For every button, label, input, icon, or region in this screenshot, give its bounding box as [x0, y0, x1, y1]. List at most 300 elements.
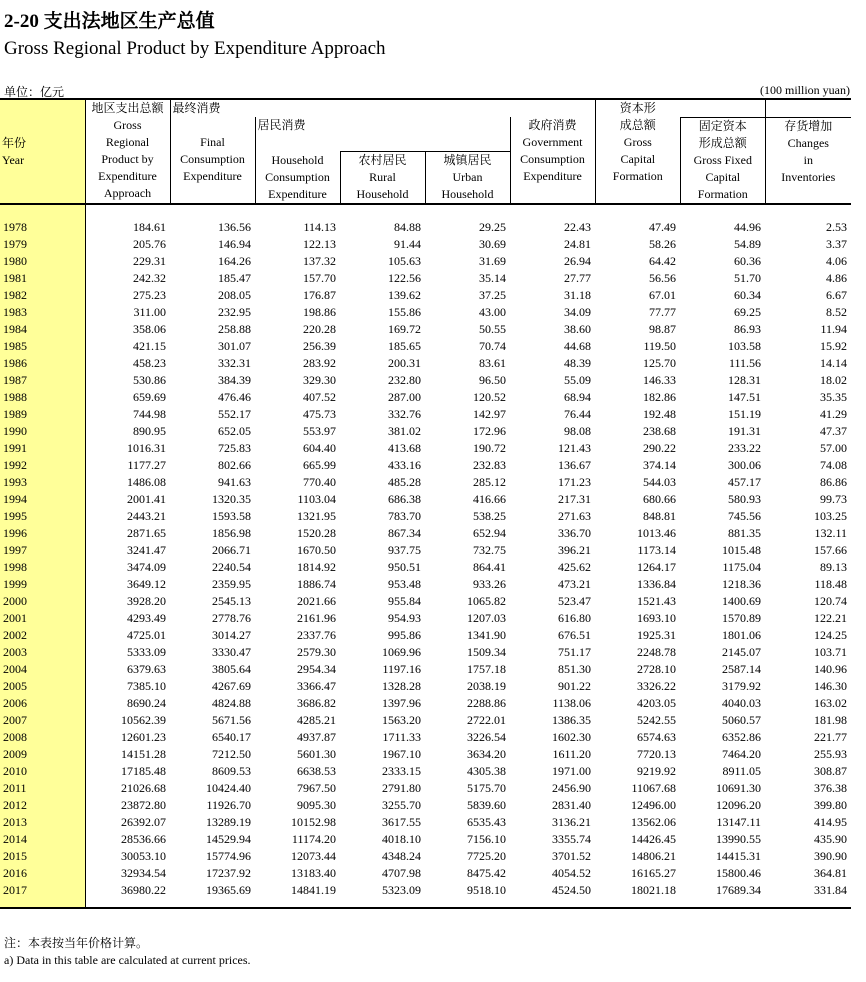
value-cell: 890.95 [133, 424, 166, 438]
value-cell: 31.18 [564, 288, 592, 302]
value-cell: 3686.82 [297, 696, 336, 710]
value-cell: 11174.20 [291, 832, 336, 846]
final-group-cn: 最终消费 [172, 101, 221, 115]
unit-label-cn: 单位：亿元 [4, 85, 65, 99]
value-cell: 122.13 [303, 237, 336, 251]
value-cell: 4725.01 [127, 628, 166, 642]
table-title-en: Gross Regional Product by Expenditure Approach [4, 38, 386, 59]
value-cell: 1065.82 [467, 594, 506, 608]
value-cell: 3014.27 [212, 628, 251, 642]
value-cell: 1570.89 [722, 611, 762, 625]
value-cell: 68.94 [564, 390, 592, 404]
value-cell: 4267.69 [212, 679, 251, 693]
value-cell: 485.28 [388, 475, 421, 489]
value-cell: 27.77 [564, 271, 592, 285]
value-cell: 2240.54 [212, 560, 251, 574]
value-cell: 407.52 [303, 390, 336, 404]
value-cell: 256.39 [303, 339, 336, 353]
value-cell: 155.86 [388, 305, 421, 319]
value-cell: 17689.34 [716, 883, 762, 897]
value-cell [255, 204, 340, 219]
value-cell: 308.87 [814, 764, 848, 778]
table-row [0, 253, 851, 270]
value-cell: 287.00 [388, 390, 421, 404]
value-cell: 1486.08 [127, 475, 166, 489]
urban-header-cn: 城镇居民 [443, 153, 492, 167]
value-cell: 60.36 [734, 254, 762, 268]
gcf-header-en-line: Gross [623, 135, 652, 149]
table-row [0, 797, 851, 814]
value-cell: 14529.94 [206, 832, 251, 846]
value-cell: 381.02 [388, 424, 421, 438]
value-cell: 24.81 [564, 237, 592, 251]
table-row [0, 321, 851, 338]
value-cell: 1563.20 [382, 713, 421, 727]
value-cell: 16165.27 [631, 866, 677, 880]
value-cell: 851.30 [558, 662, 592, 676]
inventories-header-en-line: in [803, 153, 813, 167]
value-cell: 329.30 [303, 373, 336, 387]
grp-header-en-line: Regional [105, 135, 150, 149]
year-cell: 2008 [0, 729, 85, 746]
value-cell: 198.86 [303, 305, 336, 319]
footnote-en: a) Data in this table are calculated at current prices. [4, 953, 251, 967]
gfcf-header-cn-line: 形成总额 [698, 136, 747, 150]
value-cell: 103.25 [814, 509, 848, 523]
value-cell: 4305.38 [467, 764, 506, 778]
value-cell: 14.14 [820, 356, 848, 370]
value-cell: 184.61 [133, 220, 166, 234]
year-cell: 2011 [0, 780, 85, 797]
table-row [0, 372, 851, 389]
value-cell: 9518.10 [467, 883, 506, 897]
value-cell: 686.38 [388, 492, 421, 506]
year-cell: 2014 [0, 831, 85, 848]
table-title-cn: 2-20 支出法地区生产总值 [4, 11, 215, 32]
value-cell: 425.62 [558, 560, 592, 574]
value-cell: 69.25 [734, 305, 762, 319]
value-cell [510, 204, 595, 219]
value-cell: 70.74 [479, 339, 506, 353]
urban-header-en-line: Household [441, 187, 494, 201]
value-cell: 26.94 [564, 254, 592, 268]
gdp-expenditure-table [0, 98, 851, 909]
value-cell: 6574.63 [637, 730, 677, 744]
value-cell [425, 204, 510, 219]
value-cell: 5242.55 [637, 713, 677, 727]
table-row [0, 610, 851, 627]
value-cell: 35.14 [479, 271, 506, 285]
value-cell: 18021.18 [631, 883, 677, 897]
value-cell: 41.29 [820, 407, 848, 421]
value-cell: 67.01 [649, 288, 677, 302]
value-cell: 5060.57 [722, 713, 762, 727]
value-cell: 74.08 [820, 458, 848, 472]
value-cell: 413.68 [388, 441, 421, 455]
value-cell: 17185.48 [121, 764, 166, 778]
value-cell: 725.83 [218, 441, 251, 455]
value-cell: 1971.00 [552, 764, 592, 778]
table-row [0, 882, 851, 899]
table-row [0, 661, 851, 678]
table-row [0, 780, 851, 797]
value-cell: 4040.03 [722, 696, 762, 710]
value-cell: 181.98 [814, 713, 848, 727]
year-cell: 2007 [0, 712, 85, 729]
year-cell [0, 899, 85, 908]
year-cell: 2017 [0, 882, 85, 899]
value-cell: 1013.46 [637, 526, 677, 540]
value-cell: 10691.30 [716, 781, 762, 795]
value-cell: 8.52 [826, 305, 848, 319]
value-cell: 5323.09 [382, 883, 421, 897]
grp-header-cn: 地区支出总额 [91, 101, 164, 115]
value-cell: 3366.47 [297, 679, 336, 693]
table-row [0, 848, 851, 865]
value-cell: 15774.96 [206, 849, 251, 863]
rural-household-header [340, 152, 425, 205]
value-cell: 6379.63 [127, 662, 166, 676]
value-cell: 28536.66 [121, 832, 166, 846]
value-cell: 3805.64 [212, 662, 251, 676]
final-header-en-line: Expenditure [183, 169, 242, 183]
value-cell: 32934.54 [121, 866, 166, 880]
table-row [0, 593, 851, 610]
value-cell: 995.86 [388, 628, 421, 642]
value-cell: 7720.13 [637, 747, 677, 761]
final-consumption-header [170, 117, 255, 204]
value-cell: 2579.30 [297, 645, 336, 659]
value-cell: 3226.54 [467, 730, 506, 744]
value-cell: 26392.07 [121, 815, 166, 829]
rural-header-en-line: Household [356, 187, 409, 201]
value-cell: 2545.13 [212, 594, 251, 608]
value-cell: 1207.03 [467, 611, 506, 625]
value-cell: 120.74 [814, 594, 848, 608]
value-cell: 358.06 [133, 322, 166, 336]
value-cell: 2337.76 [297, 628, 336, 642]
value-cell: 98.87 [649, 322, 677, 336]
value-cell: 867.34 [388, 526, 421, 540]
year-cell: 1997 [0, 542, 85, 559]
table-row [0, 440, 851, 457]
value-cell: 953.48 [388, 577, 421, 591]
inventories-header-en-line: Inventories [781, 170, 836, 184]
value-cell: 744.98 [133, 407, 166, 421]
value-cell: 1693.10 [637, 611, 677, 625]
year-cell: 1991 [0, 440, 85, 457]
value-cell: 1757.18 [467, 662, 506, 676]
value-cell: 185.65 [388, 339, 421, 353]
value-cell: 13990.55 [716, 832, 762, 846]
household-consumption-header [255, 152, 340, 205]
value-cell: 200.31 [388, 356, 421, 370]
value-cell: 229.31 [133, 254, 166, 268]
year-cell: 1988 [0, 389, 85, 406]
value-cell: 1336.84 [637, 577, 677, 591]
value-cell: 1814.92 [297, 560, 336, 574]
value-cell: 5839.60 [467, 798, 506, 812]
value-cell [425, 899, 510, 908]
value-cell: 15.92 [820, 339, 848, 353]
value-cell: 111.56 [728, 356, 762, 370]
value-cell: 208.05 [218, 288, 251, 302]
value-cell: 86.86 [820, 475, 848, 489]
value-cell: 523.47 [558, 594, 592, 608]
value-cell: 1509.34 [467, 645, 506, 659]
value-cell: 14841.19 [291, 883, 336, 897]
value-cell: 9095.30 [297, 798, 336, 812]
value-cell: 290.22 [643, 441, 677, 455]
value-cell: 955.84 [388, 594, 421, 608]
value-cell: 530.86 [133, 373, 166, 387]
value-cell: 390.90 [814, 849, 848, 863]
value-cell: 7725.20 [467, 849, 506, 863]
table-row [0, 627, 851, 644]
gfcf-header-en-line: Gross Fixed [693, 153, 752, 167]
value-cell: 3255.70 [382, 798, 421, 812]
value-cell: 3701.52 [552, 849, 592, 863]
table-row [0, 542, 851, 559]
value-cell: 1175.04 [722, 560, 762, 574]
value-cell: 7967.50 [297, 781, 336, 795]
table-row [0, 508, 851, 525]
inventories-header-cn: 存货增加 [784, 119, 833, 133]
value-cell: 2066.71 [212, 543, 251, 557]
year-cell: 1998 [0, 559, 85, 576]
value-cell: 232.83 [473, 458, 506, 472]
value-cell: 18.02 [820, 373, 848, 387]
year-cell: 2004 [0, 661, 85, 678]
value-cell: 29.25 [479, 220, 506, 234]
value-cell: 1197.16 [382, 662, 421, 676]
value-cell: 7464.20 [722, 747, 762, 761]
table-row [0, 389, 851, 406]
year-cell: 1992 [0, 457, 85, 474]
year-cell: 1989 [0, 406, 85, 423]
value-cell: 182.86 [643, 390, 677, 404]
inventories-column-header [765, 99, 851, 204]
value-cell: 1521.43 [637, 594, 677, 608]
table-row [0, 304, 851, 321]
rural-header-en-line: Rural [369, 170, 396, 184]
year-cell: 1982 [0, 287, 85, 304]
value-cell: 1264.17 [637, 560, 677, 574]
table-row [0, 236, 851, 253]
gfcf-header-en-line: Capital [705, 170, 741, 184]
value-cell: 4937.87 [297, 730, 336, 744]
value-cell: 1925.31 [637, 628, 677, 642]
table-row [0, 219, 851, 236]
year-cell: 1994 [0, 491, 85, 508]
value-cell: 220.28 [303, 322, 336, 336]
value-cell: 580.93 [728, 492, 762, 506]
value-cell: 51.70 [734, 271, 762, 285]
value-cell: 2871.65 [127, 526, 166, 540]
value-cell: 48.39 [564, 356, 592, 370]
table-row [0, 474, 851, 491]
value-cell: 399.80 [814, 798, 848, 812]
value-cell: 848.81 [643, 509, 677, 523]
value-cell: 3617.55 [382, 815, 421, 829]
value-cell: 163.02 [814, 696, 848, 710]
value-cell: 331.84 [814, 883, 848, 897]
value-cell: 2831.40 [552, 798, 592, 812]
value-cell: 2021.66 [297, 594, 336, 608]
year-cell: 1980 [0, 253, 85, 270]
value-cell: 2587.14 [722, 662, 762, 676]
value-cell: 1320.35 [212, 492, 251, 506]
value-cell: 58.26 [649, 237, 677, 251]
value-cell: 751.17 [558, 645, 592, 659]
value-cell: 176.87 [303, 288, 336, 302]
value-cell: 332.31 [218, 356, 251, 370]
value-cell: 6540.17 [212, 730, 251, 744]
value-cell: 4524.50 [552, 883, 592, 897]
year-cell: 2015 [0, 848, 85, 865]
value-cell: 55.09 [564, 373, 592, 387]
value-cell: 4824.88 [212, 696, 251, 710]
gov-header-en-line: Government [522, 135, 583, 149]
table-row [0, 355, 851, 372]
value-cell: 99.73 [820, 492, 848, 506]
value-cell: 157.70 [303, 271, 336, 285]
gcf-column-header [595, 99, 680, 204]
value-cell: 2778.76 [212, 611, 251, 625]
value-cell: 1177.27 [127, 458, 166, 472]
table-row [0, 491, 851, 508]
value-cell: 37.25 [479, 288, 506, 302]
value-cell: 128.31 [728, 373, 762, 387]
value-cell: 1328.28 [382, 679, 421, 693]
urban-household-header [425, 152, 510, 205]
value-cell: 1397.96 [382, 696, 421, 710]
gcf-header-cn-line: 资本形 [619, 101, 656, 115]
value-cell: 2.53 [826, 220, 848, 234]
value-cell: 3326.22 [637, 679, 677, 693]
value-cell: 103.58 [728, 339, 762, 353]
value-cell: 21026.68 [121, 781, 166, 795]
year-cell: 1983 [0, 304, 85, 321]
value-cell: 3355.74 [552, 832, 592, 846]
value-cell [680, 899, 765, 908]
value-cell: 4203.05 [637, 696, 677, 710]
value-cell: 2248.78 [637, 645, 677, 659]
value-cell: 300.06 [728, 458, 762, 472]
value-cell [255, 899, 340, 908]
household-header-en-line: Household [271, 152, 324, 167]
value-cell: 30053.10 [121, 849, 166, 863]
gcf-header-en-line: Formation [612, 169, 663, 183]
value-cell [680, 204, 765, 219]
value-cell: 2954.34 [297, 662, 336, 676]
value-cell: 4.06 [826, 254, 848, 268]
value-cell: 475.73 [303, 407, 336, 421]
value-cell: 56.56 [649, 271, 677, 285]
household-group-cn: 居民消费 [257, 118, 306, 132]
value-cell: 2161.96 [297, 611, 336, 625]
value-cell: 6.67 [826, 288, 848, 302]
value-cell: 1138.06 [552, 696, 592, 710]
value-cell: 84.88 [394, 220, 421, 234]
value-cell: 604.40 [303, 441, 336, 455]
gfcf-column-header [680, 99, 765, 204]
table-row [0, 338, 851, 355]
value-cell: 2443.21 [127, 509, 166, 523]
value-cell: 1520.28 [297, 526, 336, 540]
table-row [0, 559, 851, 576]
value-cell: 881.35 [728, 526, 762, 540]
value-cell: 31.69 [479, 254, 506, 268]
value-cell: 1016.31 [127, 441, 166, 455]
table-row [0, 729, 851, 746]
value-cell: 8609.53 [212, 764, 251, 778]
value-cell: 12073.44 [291, 849, 336, 863]
value-cell: 2359.95 [212, 577, 251, 591]
value-cell: 205.76 [133, 237, 166, 251]
value-cell [340, 204, 425, 219]
value-cell: 121.43 [558, 441, 592, 455]
value-cell: 191.31 [728, 424, 762, 438]
table-row [0, 457, 851, 474]
value-cell: 190.72 [473, 441, 506, 455]
value-cell: 745.56 [728, 509, 762, 523]
value-cell: 416.66 [473, 492, 506, 506]
value-cell: 332.76 [388, 407, 421, 421]
value-cell: 30.69 [479, 237, 506, 251]
value-cell: 3179.92 [722, 679, 762, 693]
value-cell: 232.95 [218, 305, 251, 319]
value-cell: 652.94 [473, 526, 506, 540]
value-cell: 1218.36 [722, 577, 762, 591]
household-group-header [255, 117, 510, 152]
value-cell: 1801.06 [722, 628, 762, 642]
table-row [0, 406, 851, 423]
value-cell: 271.63 [558, 509, 592, 523]
value-cell: 8690.24 [127, 696, 166, 710]
value-cell: 192.48 [643, 407, 677, 421]
value-cell: 1602.30 [552, 730, 592, 744]
unit-label-en: (100 million yuan) [760, 83, 850, 97]
value-cell: 15800.46 [716, 866, 762, 880]
value-cell: 22.43 [564, 220, 592, 234]
value-cell: 12601.23 [121, 730, 166, 744]
value-cell: 10424.40 [206, 781, 251, 795]
value-cell [170, 204, 255, 219]
value-cell: 2456.90 [552, 781, 592, 795]
value-cell: 954.93 [388, 611, 421, 625]
value-cell: 6535.43 [467, 815, 506, 829]
value-cell: 4707.98 [382, 866, 421, 880]
urban-header-en-line: Urban [452, 170, 483, 184]
value-cell: 60.34 [734, 288, 762, 302]
value-cell: 13562.06 [631, 815, 677, 829]
value-cell: 221.77 [814, 730, 848, 744]
value-cell: 1967.10 [382, 747, 421, 761]
value-cell: 124.25 [814, 628, 848, 642]
value-cell: 901.22 [558, 679, 592, 693]
year-cell: 2006 [0, 695, 85, 712]
value-cell: 44.96 [734, 220, 762, 234]
year-cell: 2001 [0, 610, 85, 627]
value-cell: 50.55 [479, 322, 506, 336]
year-cell: 1993 [0, 474, 85, 491]
year-cell: 2003 [0, 644, 85, 661]
value-cell: 7212.50 [212, 747, 251, 761]
value-cell: 103.71 [814, 645, 848, 659]
value-cell: 1015.48 [722, 543, 762, 557]
year-cell: 1999 [0, 576, 85, 593]
